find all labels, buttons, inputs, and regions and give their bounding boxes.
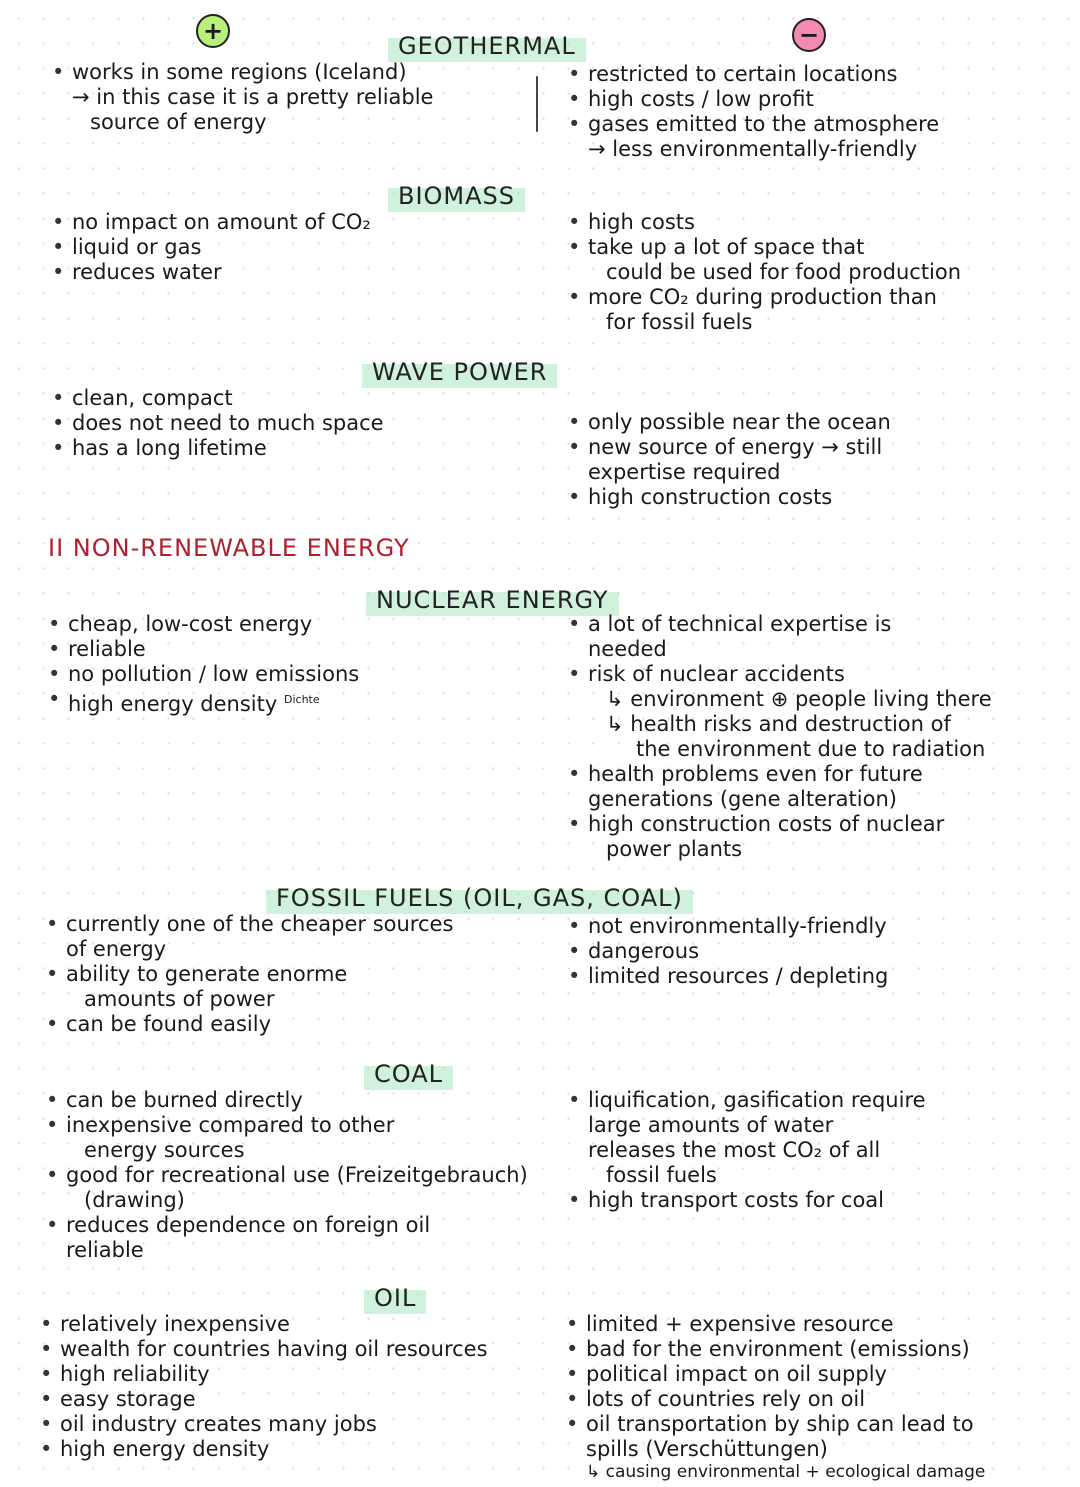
wave-cons [568,410,1058,510]
biomass-cons [568,210,1058,335]
list-item: energy sources [84,1138,245,1162]
list-item: • high construction costs of nuclear [568,812,1073,837]
list-item: • can be burned directly [46,1088,556,1113]
list-item: • can be found easily [46,1012,556,1037]
list-item: needed [588,637,667,661]
list-item: • oil industry creates many jobs [40,1412,550,1437]
list-item: • high construction costs [568,485,1058,510]
list-item: • liquid or gas [52,235,522,260]
divider [536,76,538,132]
list-item: • liquification, gasification require [568,1088,1058,1113]
list-item: • more CO₂ during production than [568,285,1058,310]
section-heading-non-renewable: II NON-RENEWABLE ENERGY [48,534,410,562]
list-item: ↳ health risks and destruction of [606,712,951,736]
list-item: ↳ environment ⊕ people living there [606,687,992,711]
list-item: • reliable [48,637,538,662]
oil-pros [40,1312,550,1462]
list-item: • currently one of the cheaper sources [46,912,556,937]
list-item: • not environmentally-friendly [568,914,1058,939]
list-item: amounts of power [84,987,275,1011]
list-item: → less environmentally-friendly [588,137,918,161]
list-item: • health problems even for future [568,762,1073,787]
list-item: • risk of nuclear accidents [568,662,1073,687]
list-item: • no pollution / low emissions [48,662,538,687]
list-item: • high reliability [40,1362,550,1387]
list-item: • easy storage [40,1387,550,1412]
list-item: • a lot of technical expertise is [568,612,1073,637]
list-item: • dangerous [568,939,1058,964]
list-item: • limited + expensive resource [566,1312,1066,1337]
coal-pros [46,1088,556,1263]
list-item: • good for recreational use (Freizeitgebrauch) [46,1163,556,1188]
list-item: • inexpensive compared to other [46,1113,556,1138]
list-item: • high costs [568,210,1058,235]
list-item: • oil transportation by ship can lead to [566,1412,1066,1437]
list-item: fossil fuels [606,1163,717,1187]
list-item: • gases emitted to the atmosphere [568,112,1048,137]
list-item: large amounts of water [588,1113,834,1137]
fossil-cons [568,914,1058,989]
translation-note: Dichte [284,693,320,706]
section-title-fossil-fuels: FOSSIL FUELS (OIL, GAS, COAL) [266,884,693,912]
wave-pros [52,386,522,461]
nuclear-pros [48,612,538,717]
list-item: generations (gene alteration) [588,787,897,811]
fossil-pros [46,912,556,1037]
coal-cons [568,1088,1058,1213]
geothermal-pros [52,60,522,135]
list-item: • only possible near the ocean [568,410,1058,435]
plus-icon: + [196,14,230,48]
section-title-coal: COAL [364,1060,453,1088]
list-item [48,687,538,717]
list-item: expertise required [588,460,781,484]
list-item: could be used for food production [606,260,962,284]
list-item: • no impact on amount of CO₂ [52,210,522,235]
section-title-oil: OIL [364,1284,426,1312]
list-item: • high transport costs for coal [568,1188,1058,1213]
list-item: • ability to generate enorme [46,962,556,987]
oil-cons [566,1312,1066,1483]
list-item: power plants [606,837,743,861]
list-item: • take up a lot of space that [568,235,1058,260]
section-title-wave-power: WAVE POWER [362,358,557,386]
list-item: • does not need to much space [52,411,522,436]
list-item: • limited resources / depleting [568,964,1058,989]
list-item: • new source of energy → still [568,435,1058,460]
list-item-text: high energy density [68,692,278,716]
list-item: of energy [66,937,167,961]
biomass-pros [52,210,522,285]
list-item: • clean, compact [52,386,522,411]
list-item: the environment due to radiation [636,737,986,761]
list-item: → in this case it is a pretty reliable [72,85,434,109]
list-item: • has a long lifetime [52,436,522,461]
list-item: • political impact on oil supply [566,1362,1066,1387]
list-item: • wealth for countries having oil resources [40,1337,550,1362]
list-item: • restricted to certain locations [568,62,1048,87]
list-item: releases the most CO₂ of all [588,1138,881,1162]
list-item: • high energy density [40,1437,550,1462]
list-item: (drawing) [84,1188,185,1212]
list-item: • relatively inexpensive [40,1312,550,1337]
section-title-nuclear: NUCLEAR ENERGY [366,586,619,614]
list-item: reliable [66,1238,144,1262]
list-item: ↳ causing environmental + ecological damage [586,1462,986,1482]
list-item: • high costs / low profit [568,87,1048,112]
list-item: source of energy [90,110,267,134]
list-item: • reduces dependence on foreign oil [46,1213,556,1238]
list-item: • works in some regions (Iceland) [52,60,522,85]
list-item: spills (Verschüttungen) [586,1437,828,1461]
nuclear-cons [568,612,1073,862]
minus-icon: − [792,18,826,52]
list-item: • reduces water [52,260,522,285]
list-item: • bad for the environment (emissions) [566,1337,1066,1362]
section-title-geothermal: GEOTHERMAL [388,32,586,60]
list-item: • lots of countries rely on oil [566,1387,1066,1412]
geothermal-cons [568,62,1048,162]
section-title-biomass: BIOMASS [388,182,525,210]
list-item: • cheap, low-cost energy [48,612,538,637]
list-item: for fossil fuels [606,310,753,334]
